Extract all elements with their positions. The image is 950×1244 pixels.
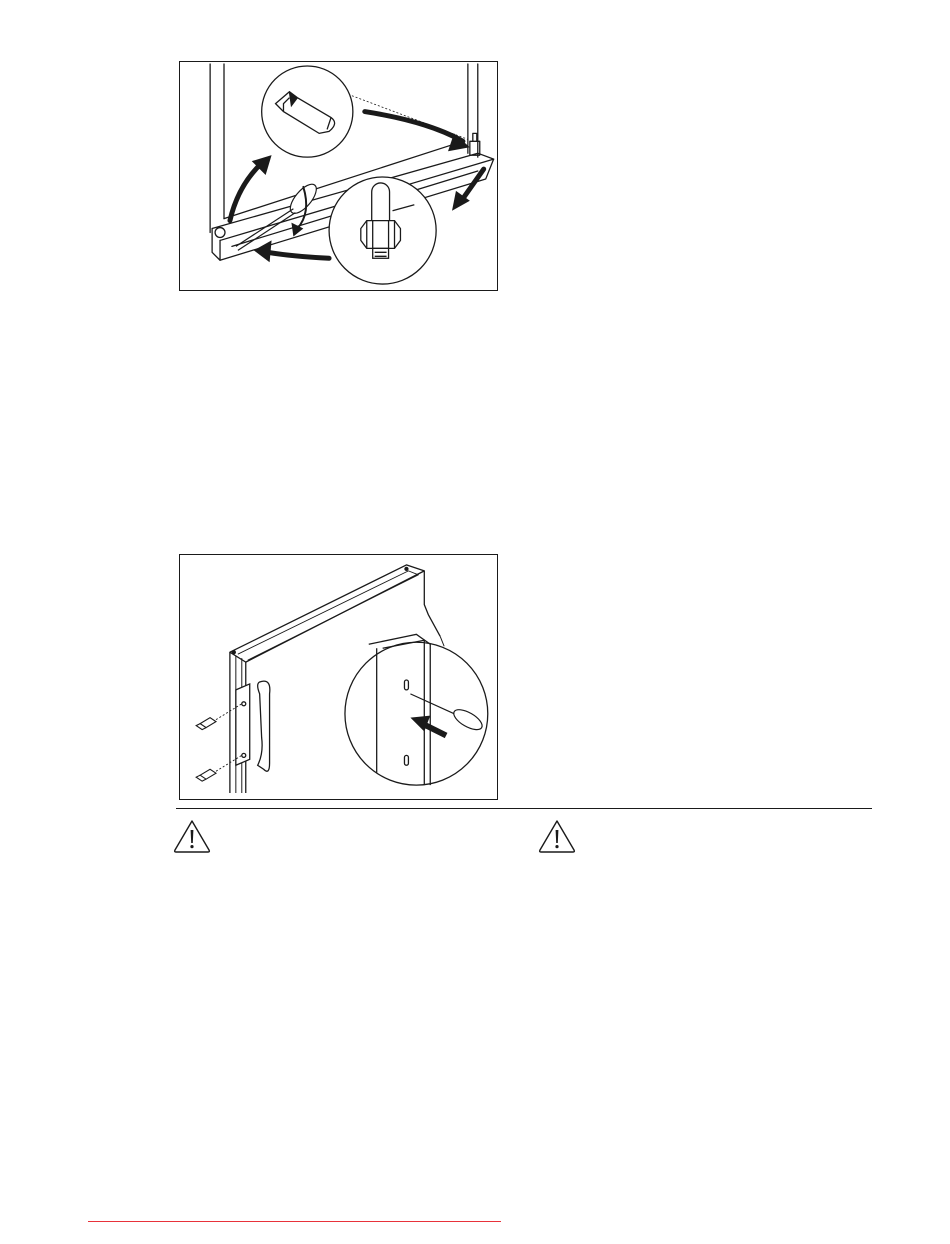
footer-rule — [88, 1221, 501, 1222]
warning-triangle-icon — [537, 818, 577, 854]
warning-triangle-icon — [172, 818, 212, 854]
screwdriver-icon — [236, 180, 321, 250]
screw-icon — [196, 718, 216, 781]
door-handle-drawing — [180, 555, 497, 799]
hinge-removal-illustration — [179, 61, 498, 291]
door-edge-inset — [345, 634, 488, 785]
door-handle-illustration — [179, 554, 498, 800]
section-divider — [176, 808, 872, 809]
door-right-edge — [424, 571, 440, 636]
hinge-removal-drawing — [180, 62, 497, 290]
arrow-head-left — [254, 240, 272, 262]
hinge-bolt-inset — [329, 177, 436, 284]
door-handle-icon — [236, 681, 270, 771]
door-pin-inset — [262, 66, 353, 157]
